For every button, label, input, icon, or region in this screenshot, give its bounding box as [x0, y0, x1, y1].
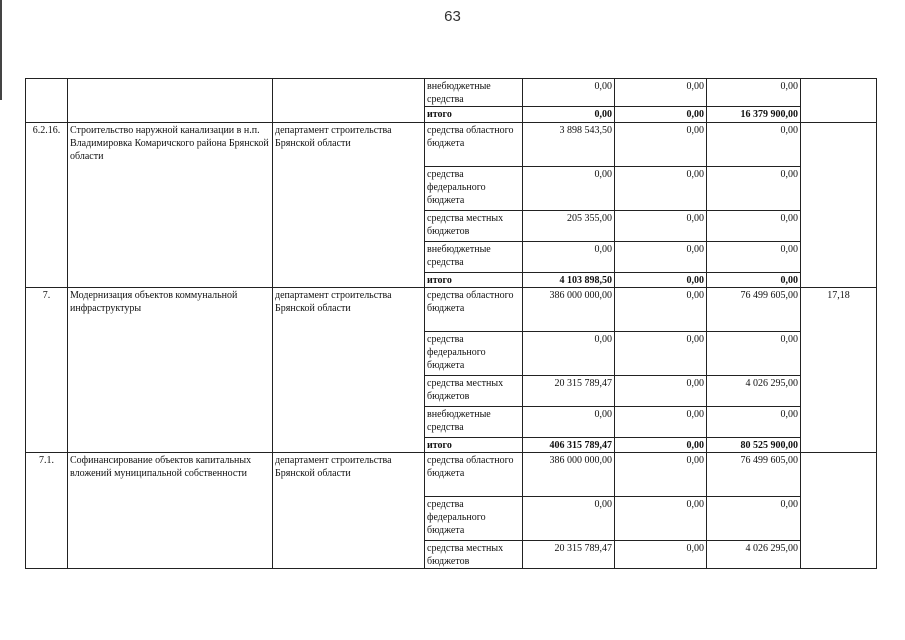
funding-source: итого: [425, 272, 523, 287]
empty-merged-cell: [68, 79, 273, 123]
amount-1: 0,00: [523, 241, 615, 272]
funding-source: итого: [425, 107, 523, 122]
page-number: 63: [444, 8, 461, 25]
amount-2: 0,00: [615, 496, 707, 540]
amount-3: 76 499 605,00: [707, 287, 801, 331]
amount-2: 0,00: [615, 107, 707, 122]
table-row: [26, 452, 877, 496]
amount-3: 0,00: [707, 331, 801, 375]
funding-source: средства областного бюджета: [425, 122, 523, 166]
item-name: Модернизация объектов коммунальной инфраструктуры: [68, 287, 273, 452]
responsible-department: департамент строительства Брянской области: [273, 452, 425, 568]
amount-1: 3 898 543,50: [523, 122, 615, 166]
responsible-department: департамент строительства Брянской области: [273, 287, 425, 452]
share-percent: [801, 79, 877, 123]
amount-2: 0,00: [615, 122, 707, 166]
amount-3: 0,00: [707, 122, 801, 166]
amount-3: 0,00: [707, 496, 801, 540]
amount-1: 0,00: [523, 496, 615, 540]
amount-1: 205 355,00: [523, 210, 615, 241]
amount-1: 0,00: [523, 107, 615, 122]
budget-table: [25, 78, 877, 569]
responsible-department: департамент строительства Брянской области: [273, 122, 425, 287]
amount-1: 4 103 898,50: [523, 272, 615, 287]
share-percent: [801, 122, 877, 287]
amount-2: 0,00: [615, 437, 707, 452]
funding-source: средства областного бюджета: [425, 287, 523, 331]
amount-3: 80 525 900,00: [707, 437, 801, 452]
item-code: 7.: [26, 287, 68, 452]
funding-source: средства местных бюджетов: [425, 375, 523, 406]
amount-2: 0,00: [615, 406, 707, 437]
empty-merged-cell: [273, 79, 425, 123]
amount-2: 0,00: [615, 540, 707, 568]
amount-2: 0,00: [615, 241, 707, 272]
amount-2: 0,00: [615, 375, 707, 406]
amount-3: 0,00: [707, 241, 801, 272]
amount-1: 406 315 789,47: [523, 437, 615, 452]
amount-3: 0,00: [707, 406, 801, 437]
amount-2: 0,00: [615, 166, 707, 210]
item-name: Строительство наружной канализации в н.п. Владимировка Комаричского района Брянской области: [68, 122, 273, 287]
funding-source: внебюджетные средства: [425, 79, 523, 107]
amount-3: 76 499 605,00: [707, 452, 801, 496]
amount-3: 4 026 295,00: [707, 540, 801, 568]
amount-2: 0,00: [615, 452, 707, 496]
funding-source: средства федерального бюджета: [425, 496, 523, 540]
funding-source: средства областного бюджета: [425, 452, 523, 496]
amount-1: 20 315 789,47: [523, 375, 615, 406]
empty-merged-cell: [26, 79, 68, 123]
table-row: [26, 122, 877, 166]
amount-1: 386 000 000,00: [523, 287, 615, 331]
amount-3: 4 026 295,00: [707, 375, 801, 406]
amount-3: 16 379 900,00: [707, 107, 801, 122]
funding-source: средства местных бюджетов: [425, 540, 523, 568]
item-code: 7.1.: [26, 452, 68, 568]
item-code: 6.2.16.: [26, 122, 68, 287]
amount-2: 0,00: [615, 272, 707, 287]
funding-source: средства федерального бюджета: [425, 166, 523, 210]
item-name: Софинансирование объектов капитальных вложений муниципальной собственности: [68, 452, 273, 568]
table-row: [26, 287, 877, 331]
amount-1: 0,00: [523, 406, 615, 437]
share-percent: 17,18: [801, 287, 877, 452]
amount-3: 0,00: [707, 272, 801, 287]
amount-1: 0,00: [523, 166, 615, 210]
amount-2: 0,00: [615, 210, 707, 241]
amount-2: 0,00: [615, 287, 707, 331]
amount-1: 20 315 789,47: [523, 540, 615, 568]
amount-2: 0,00: [615, 331, 707, 375]
funding-source: внебюджетные средства: [425, 406, 523, 437]
funding-source: внебюджетные средства: [425, 241, 523, 272]
table-row: [26, 79, 877, 107]
amount-3: 0,00: [707, 166, 801, 210]
amount-1: 386 000 000,00: [523, 452, 615, 496]
amount-1: 0,00: [523, 331, 615, 375]
funding-source: средства федерального бюджета: [425, 331, 523, 375]
funding-source: средства местных бюджетов: [425, 210, 523, 241]
amount-1: 0,00: [523, 79, 615, 107]
funding-source: итого: [425, 437, 523, 452]
amount-3: 0,00: [707, 210, 801, 241]
share-percent: [801, 452, 877, 568]
amount-2: 0,00: [615, 79, 707, 107]
amount-3: 0,00: [707, 79, 801, 107]
